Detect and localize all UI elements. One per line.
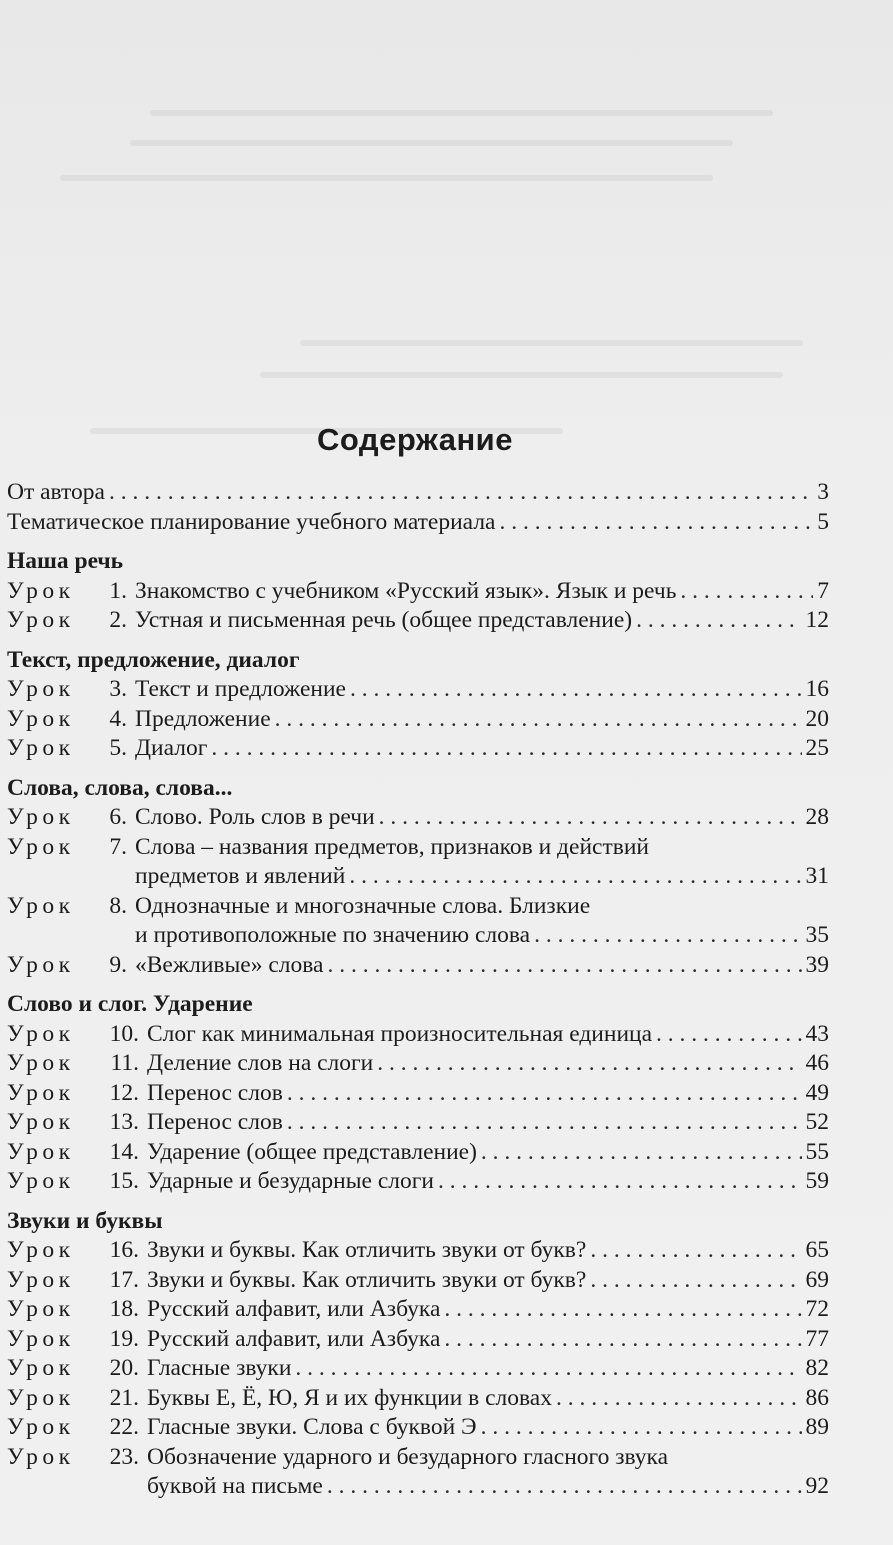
- toc-line: [7, 478, 829, 508]
- toc-line: [147, 1295, 829, 1325]
- lesson-label: Урок: [7, 1384, 75, 1411]
- entry-title: Однозначные и многозначные слова. Близкие: [135, 892, 591, 919]
- entry-body: [135, 833, 829, 892]
- page-number: 7: [817, 577, 829, 604]
- toc-line: [7, 508, 829, 538]
- entry-title: и противоположные по значению слова: [135, 922, 531, 948]
- entry-title: Буквы Е, Ё, Ю, Я и их функции в словах: [147, 1384, 552, 1411]
- toc-entry-lesson[interactable]: [7, 1413, 829, 1443]
- page-number: 25: [805, 735, 829, 761]
- page-number: 89: [805, 1414, 829, 1440]
- dot-leader: [499, 508, 813, 538]
- lesson-number: 20.: [109, 1355, 139, 1381]
- entry-title: Слово. Роль слов в речи: [135, 804, 375, 830]
- entry-title: Гласные звуки: [147, 1355, 292, 1381]
- lesson-label: Урок: [7, 607, 75, 633]
- page-number: 28: [805, 804, 829, 830]
- dot-leader: [211, 734, 801, 764]
- lesson-number: 3.: [109, 676, 127, 702]
- page-number: 39: [805, 951, 829, 978]
- page-number: 46: [805, 1050, 829, 1076]
- lesson-number: 15.: [109, 1168, 139, 1194]
- toc-line: [147, 1236, 829, 1266]
- table-of-contents: [7, 478, 829, 1502]
- lesson-label: Урок: [7, 1050, 75, 1076]
- dot-leader: [444, 1295, 801, 1325]
- entry-title: Устная и письменная речь (общее представление): [135, 607, 633, 633]
- dot-leader: [680, 577, 813, 607]
- toc-line: [147, 1384, 829, 1414]
- lesson-number: 16.: [109, 1237, 139, 1263]
- entry-title: буквой на письме: [147, 1473, 323, 1499]
- lesson-label: Урок: [7, 1296, 75, 1322]
- entry-body: [147, 1443, 829, 1502]
- lesson-number: 9.: [109, 951, 127, 978]
- page-number: 31: [805, 863, 829, 889]
- toc-entry-lesson[interactable]: [7, 1079, 829, 1109]
- toc-entry-lesson[interactable]: [7, 1049, 829, 1079]
- toc-line: [135, 892, 829, 922]
- entry-title: Предложение: [135, 705, 271, 732]
- entry-body: [147, 1236, 829, 1266]
- dot-leader: [590, 1236, 801, 1266]
- entry-body: [147, 1354, 829, 1384]
- toc-entry-lesson[interactable]: [7, 833, 829, 892]
- dot-leader: [287, 1108, 802, 1138]
- lesson-label: Урок: [7, 1414, 75, 1440]
- page-number: 12: [805, 607, 829, 633]
- page-number: 16: [805, 676, 829, 702]
- toc-entry-lesson[interactable]: [7, 675, 829, 705]
- entry-body: [135, 675, 829, 705]
- entry-body: [147, 1413, 829, 1443]
- section-heading: Наша речь: [7, 548, 124, 574]
- page-number: 59: [805, 1168, 829, 1194]
- toc-entry-lesson[interactable]: [7, 892, 829, 951]
- lesson-number: 8.: [109, 892, 127, 919]
- page-number: 20: [805, 705, 829, 732]
- toc-entry[interactable]: [7, 508, 829, 538]
- entry-title: Перенос слов: [147, 1079, 283, 1106]
- page-number: 77: [805, 1325, 829, 1352]
- lesson-label: Урок: [7, 577, 75, 604]
- toc-line: [147, 1079, 829, 1109]
- lesson-label: Урок: [7, 804, 75, 830]
- lesson-label: Урок: [7, 1237, 75, 1263]
- toc-entry-lesson[interactable]: [7, 1236, 829, 1266]
- toc-line: [135, 803, 829, 833]
- toc-line: [147, 1049, 829, 1079]
- lesson-number: 17.: [109, 1266, 139, 1293]
- page-number: 65: [805, 1237, 829, 1263]
- lesson-number: 4.: [109, 705, 127, 732]
- toc-line: [147, 1354, 829, 1384]
- entry-title: предметов и явлений: [135, 863, 346, 889]
- entry-body: [147, 1295, 829, 1325]
- lesson-number: 5.: [109, 735, 127, 761]
- toc-entry-lesson[interactable]: [7, 1325, 829, 1355]
- entry-body: [147, 1079, 829, 1109]
- entry-title: Текст и предложение: [135, 676, 346, 702]
- lesson-label: Урок: [7, 1020, 75, 1047]
- dot-leader: [327, 951, 801, 981]
- entry-title: Обозначение ударного и безударного гласного звука: [147, 1443, 669, 1470]
- dot-leader: [534, 921, 801, 951]
- lesson-number: 6.: [109, 804, 127, 830]
- lesson-number: 21.: [109, 1384, 139, 1411]
- toc-line: [147, 1138, 829, 1168]
- toc-entry-lesson[interactable]: [7, 951, 829, 981]
- entry-body: [147, 1049, 829, 1079]
- entry-title: Звуки и буквы. Как отличить звуки от букв?: [147, 1266, 587, 1293]
- lesson-number: 2.: [109, 607, 127, 633]
- dot-leader: [109, 478, 813, 508]
- toc-line: [147, 1167, 829, 1197]
- toc-line: [147, 1472, 829, 1502]
- entry-title: «Вежливые» слова: [135, 951, 324, 978]
- toc-line: [135, 577, 829, 607]
- entry-body: [135, 705, 829, 735]
- entry-body: [147, 1138, 829, 1168]
- toc-line: [135, 833, 829, 863]
- toc-line: [135, 734, 829, 764]
- toc-line: [147, 1443, 829, 1473]
- bleed-through-line: [60, 175, 713, 181]
- entry-title: Деление слов на слоги: [147, 1050, 374, 1076]
- toc-entry[interactable]: [7, 478, 829, 508]
- dot-leader: [349, 862, 801, 892]
- section-heading: Слова, слова, слова...: [7, 774, 233, 801]
- toc-entry-lesson[interactable]: [7, 1384, 829, 1414]
- page-number: 72: [805, 1296, 829, 1322]
- toc-entry-lesson[interactable]: [7, 1354, 829, 1384]
- page-number: 35: [805, 922, 829, 948]
- page-number: 52: [805, 1109, 829, 1135]
- entry-title: Слова – названия предметов, признаков и действий: [135, 833, 649, 860]
- entry-title: Знакомство с учебником «Русский язык». Язык и речь: [135, 577, 677, 604]
- lesson-label: Урок: [7, 1079, 75, 1106]
- section-heading: Слово и слог. Ударение: [7, 991, 253, 1017]
- lesson-number: 11.: [110, 1050, 139, 1076]
- dot-leader: [656, 1020, 801, 1050]
- lesson-label: Урок: [7, 892, 75, 919]
- toc-entry-lesson[interactable]: [7, 577, 829, 607]
- toc-line: [147, 1266, 829, 1296]
- lesson-label: Урок: [7, 735, 75, 761]
- page-number: 82: [805, 1355, 829, 1381]
- dot-leader: [327, 1472, 802, 1502]
- dot-leader: [377, 1049, 801, 1079]
- dot-leader: [275, 705, 802, 735]
- entry-title: Русский алфавит, или Азбука: [147, 1325, 441, 1352]
- lesson-label: Урок: [7, 1355, 75, 1381]
- dot-leader: [379, 803, 802, 833]
- entry-body: [147, 1325, 829, 1355]
- lesson-label: Урок: [7, 1443, 75, 1470]
- section-heading: Текст, предложение, диалог: [7, 646, 300, 673]
- toc-line: [147, 1108, 829, 1138]
- lesson-number: 22.: [109, 1414, 139, 1440]
- toc-entry-lesson[interactable]: [7, 606, 829, 636]
- dot-leader: [636, 606, 801, 636]
- page-number: 5: [817, 508, 829, 535]
- entry-body: [7, 508, 829, 538]
- entry-body: [147, 1020, 829, 1050]
- entry-title: Слог как минимальная произносительная единица: [147, 1020, 653, 1047]
- dot-leader: [438, 1167, 802, 1197]
- toc-entry-lesson[interactable]: [7, 1295, 829, 1325]
- toc-entry-lesson[interactable]: [7, 1266, 829, 1296]
- entry-title: Перенос слов: [147, 1109, 283, 1135]
- toc-entry-lesson[interactable]: [7, 705, 829, 735]
- page-number: 92: [805, 1473, 829, 1499]
- entry-body: [7, 478, 829, 508]
- dot-leader: [481, 1138, 802, 1168]
- lesson-label: Урок: [7, 705, 75, 732]
- toc-line: [147, 1020, 829, 1050]
- lesson-label: Урок: [7, 1109, 75, 1135]
- bleed-through-line: [130, 140, 733, 146]
- page-number: 43: [805, 1020, 829, 1047]
- dot-leader: [481, 1413, 802, 1443]
- entry-body: [147, 1384, 829, 1414]
- lesson-number: 14.: [109, 1138, 139, 1165]
- entry-body: [135, 803, 829, 833]
- lesson-label: Урок: [7, 1325, 75, 1352]
- entry-title: Тематическое планирование учебного материала: [7, 508, 496, 535]
- lesson-number: 18.: [109, 1296, 139, 1322]
- toc-line: [135, 951, 829, 981]
- page-number: 69: [805, 1266, 829, 1293]
- dot-leader: [556, 1384, 802, 1414]
- dot-leader: [590, 1266, 801, 1296]
- entry-body: [135, 606, 829, 636]
- lesson-label: Урок: [7, 1138, 75, 1165]
- toc-entry-lesson[interactable]: [7, 1020, 829, 1050]
- bleed-through-line: [150, 110, 773, 116]
- toc-line: [147, 1413, 829, 1443]
- toc-entry-lesson[interactable]: [7, 1167, 829, 1197]
- entry-body: [135, 892, 829, 951]
- dot-leader: [295, 1354, 801, 1384]
- entry-body: [147, 1167, 829, 1197]
- entry-title: Звуки и буквы. Как отличить звуки от букв?: [147, 1237, 587, 1263]
- entry-body: [147, 1108, 829, 1138]
- entry-title: Ударение (общее представление): [147, 1138, 477, 1165]
- bleed-through-line: [260, 372, 783, 378]
- toc-line: [135, 705, 829, 735]
- page-number: 3: [817, 479, 829, 505]
- lesson-number: 10.: [109, 1020, 139, 1047]
- toc-entry-lesson[interactable]: [7, 1108, 829, 1138]
- lesson-number: 12.: [109, 1079, 139, 1106]
- toc-entry-lesson[interactable]: [7, 1138, 829, 1168]
- entry-body: [135, 951, 829, 981]
- entry-body: [147, 1266, 829, 1296]
- dot-leader: [287, 1079, 802, 1109]
- lesson-label: Урок: [7, 676, 75, 702]
- entry-title: От автора: [7, 479, 105, 505]
- lesson-label: Урок: [7, 1168, 75, 1194]
- page-number: 55: [805, 1138, 829, 1165]
- lesson-number: 23.: [109, 1443, 139, 1470]
- lesson-number: 7.: [109, 833, 127, 860]
- toc-entry-lesson[interactable]: [7, 1443, 829, 1502]
- entry-body: [135, 577, 829, 607]
- section-heading: Звуки и буквы: [7, 1207, 163, 1234]
- toc-line: [135, 606, 829, 636]
- lesson-number: 1.: [109, 577, 127, 604]
- page-number: 49: [805, 1079, 829, 1106]
- lesson-label: Урок: [7, 1266, 75, 1293]
- entry-title: Диалог: [135, 735, 208, 761]
- entry-body: [135, 734, 829, 764]
- toc-line: [147, 1325, 829, 1355]
- entry-title: Русский алфавит, или Азбука: [147, 1296, 441, 1322]
- bleed-through-line: [300, 340, 803, 346]
- lesson-label: Урок: [7, 833, 75, 860]
- toc-line: [135, 921, 829, 951]
- lesson-number: 19.: [109, 1325, 139, 1352]
- toc-entry-lesson[interactable]: [7, 803, 829, 833]
- entry-title: Ударные и безударные слоги: [147, 1168, 434, 1194]
- page-title: Содержание: [317, 422, 513, 457]
- dot-leader: [350, 675, 802, 705]
- toc-entry-lesson[interactable]: [7, 734, 829, 764]
- entry-title: Гласные звуки. Слова с буквой Э: [147, 1414, 477, 1440]
- toc-line: [135, 675, 829, 705]
- lesson-number: 13.: [109, 1109, 139, 1135]
- lesson-label: Урок: [7, 951, 75, 978]
- toc-line: [135, 862, 829, 892]
- dot-leader: [444, 1325, 801, 1355]
- page-number: 86: [805, 1384, 829, 1411]
